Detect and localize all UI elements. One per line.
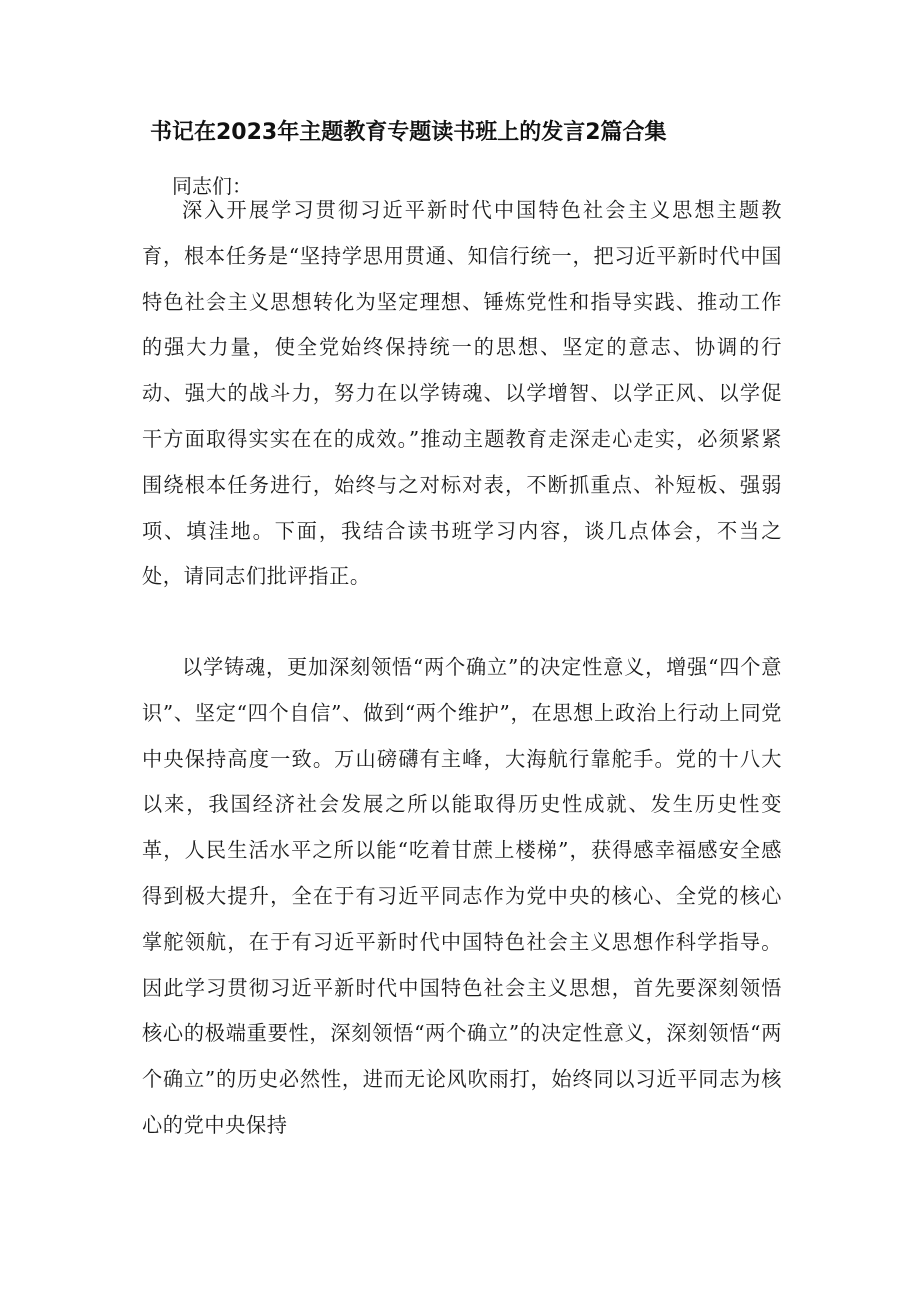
greeting-line: 同志们：	[172, 174, 252, 198]
document-title: 书记在2023年主题教育专题读书班上的发言2篇合集	[150, 120, 667, 145]
body-paragraph-2: 以学铸魂，更加深刻领悟“两个确立”的决定性意义，增强“四个意识”、坚定“四个自信”、做到“两个维护”，在思想上政治上行动上同党中央保持高度一致。万山磅礴有主峰，大海航行靠舵手。党的十八大以来，我国经济社会发展之所以能取得历史性成就、发生历史性变革，人民生活水平之所以能“吃着甘蔗上楼梯”，获得感幸福感安全感得到极大提升，全在于有习近平同志作为党中央的核心、全党的核心掌舵领航，在于有习近平新时代中国特色社会主义思想作科学指导。因此学习贯彻习近平新时代中国特色社会主义思想，首先要深刻领悟核心的极端重要性，深刻领悟“两个确立”的决定性意义，深刻领悟“两个确立”的历史必然性，进而无论风吹雨打，始终同以习近平同志为核心的党中央保持	[142, 655, 782, 1137]
body-paragraph-1: 深入开展学习贯彻习近平新时代中国特色社会主义思想主题教育，根本任务是“坚持学思用贯通、知信行统一，把习近平新时代中国特色社会主义思想转化为坚定理想、锤炼党性和指导实践、推动工作的强大力量，使全党始终保持统一的思想、坚定的意志、协调的行动、强大的战斗力，努力在以学铸魂、以学增智、以学正风、以学促干方面取得实实在在的成效。”推动主题教育走深走心走实，必须紧紧围绕根本任务进行，始终与之对标对表，不断抓重点、补短板、强弱项、填洼地。下面，我结合读书班学习内容，谈几点体会，不当之处，请同志们批评指正。	[142, 198, 782, 589]
